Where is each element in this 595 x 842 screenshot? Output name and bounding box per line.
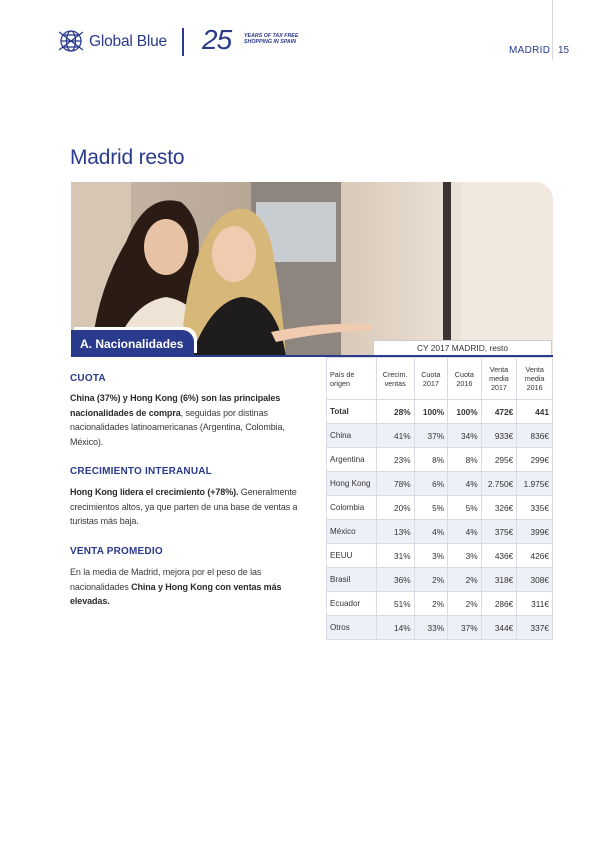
value-cell: 5% (414, 496, 448, 520)
anniversary-number: 25 (202, 24, 232, 55)
crecimiento-heading: CRECIMIENTO INTERANUAL (70, 466, 212, 477)
country-cell: Colombia (327, 496, 377, 520)
value-cell: 399€ (517, 520, 553, 544)
country-cell: Otros (327, 616, 377, 640)
table-row (327, 568, 553, 592)
value-cell: 311€ (517, 592, 553, 616)
value-cell: 441 (517, 400, 553, 424)
cuota-bold-text: China (37%) y Hong Kong (6%) son las principales nacionalidades de compra (70, 393, 281, 418)
value-cell: 308€ (517, 568, 553, 592)
column-header: Venta media 2017 (481, 358, 517, 400)
value-cell: 100% (414, 400, 448, 424)
venta-paragraph (70, 565, 310, 609)
value-cell: 2% (414, 592, 448, 616)
value-cell: 37% (414, 424, 448, 448)
nationalities-table (326, 357, 553, 640)
crecimiento-bold-text: Hong Kong lidera el crecimiento (+78%). (70, 487, 239, 497)
table-row (327, 448, 553, 472)
crecimiento-text: Generalmente crecimientos altos, ya que parten de una base de ventas a turistas más baja. (70, 487, 298, 526)
value-cell: 836€ (517, 424, 553, 448)
country-cell: Hong Kong (327, 472, 377, 496)
value-cell: 3% (448, 544, 482, 568)
table-row-total (327, 400, 553, 424)
header-section-label: MADRID (509, 45, 551, 56)
table-row (327, 592, 553, 616)
column-header: Crecim. ventas (376, 358, 414, 400)
value-cell: 326€ (481, 496, 517, 520)
value-cell: 436€ (481, 544, 517, 568)
page-number: 15 (558, 45, 570, 56)
value-cell: 426€ (517, 544, 553, 568)
value-cell: 2% (414, 568, 448, 592)
country-cell: México (327, 520, 377, 544)
table-row (327, 424, 553, 448)
value-cell: 14% (376, 616, 414, 640)
value-cell: 33% (414, 616, 448, 640)
venta-bold-text: China y Hong Kong con ventas más elevadas. (70, 581, 282, 606)
value-cell: 5% (448, 496, 482, 520)
column-header: Venta media 2016 (517, 358, 553, 400)
table-row (327, 520, 553, 544)
value-cell: 299€ (517, 448, 553, 472)
table-caption: CY 2017 MADRID, resto (373, 340, 552, 355)
value-cell: 31% (376, 544, 414, 568)
table-row (327, 544, 553, 568)
value-cell: 335€ (517, 496, 553, 520)
table-header-row (327, 358, 553, 400)
cuota-text: , seguidas por distinas nacionalidades latinoamericanas (Argentina, Colombia, México). (70, 407, 285, 447)
logo-separator (182, 28, 184, 56)
value-cell: 13% (376, 520, 414, 544)
value-cell: 375€ (481, 520, 517, 544)
value-cell: 933€ (481, 424, 517, 448)
value-cell: 20% (376, 496, 414, 520)
value-cell: 2% (448, 592, 482, 616)
value-cell: 286€ (481, 592, 517, 616)
venta-heading: VENTA PROMEDIO (70, 546, 163, 557)
value-cell: 2.750€ (481, 472, 517, 496)
value-cell: 3% (414, 544, 448, 568)
value-cell: 4% (448, 472, 482, 496)
value-cell: 2% (448, 568, 482, 592)
country-cell: Ecuador (327, 592, 377, 616)
anniversary-text: YEARS OF TAX FREE SHOPPING IN SPAIN (244, 33, 299, 46)
value-cell: 78% (376, 472, 414, 496)
value-cell: 472€ (481, 400, 517, 424)
global-blue-logo (56, 28, 86, 54)
country-cell: Total (327, 400, 377, 424)
page-title: Madrid resto (70, 146, 185, 169)
cuota-paragraph (70, 391, 310, 449)
header-divider-line (552, 0, 553, 60)
venta-text: En la media de Madrid, mejora por el peso de las nacionalidades (70, 567, 262, 592)
value-cell: 318€ (481, 568, 517, 592)
value-cell: 41% (376, 424, 414, 448)
value-cell: 8% (414, 448, 448, 472)
value-cell: 337€ (517, 616, 553, 640)
table-row (327, 616, 553, 640)
value-cell: 344€ (481, 616, 517, 640)
section-tab-nacionalidades: A. Nacionalidades (71, 330, 194, 356)
crecimiento-paragraph (70, 485, 310, 529)
value-cell: 6% (414, 472, 448, 496)
value-cell: 28% (376, 400, 414, 424)
value-cell: 1.975€ (517, 472, 553, 496)
table-row (327, 496, 553, 520)
column-header: Cuota 2016 (448, 358, 482, 400)
country-cell: Argentina (327, 448, 377, 472)
country-cell: China (327, 424, 377, 448)
value-cell: 8% (448, 448, 482, 472)
column-header: Cuota 2017 (414, 358, 448, 400)
globe-icon (56, 28, 86, 54)
column-header: País de origen (327, 358, 377, 400)
country-cell: EEUU (327, 544, 377, 568)
cuota-heading: CUOTA (70, 373, 106, 384)
value-cell: 4% (414, 520, 448, 544)
table-row (327, 472, 553, 496)
brand-name: Global Blue (89, 33, 167, 50)
value-cell: 100% (448, 400, 482, 424)
value-cell: 23% (376, 448, 414, 472)
value-cell: 51% (376, 592, 414, 616)
value-cell: 37% (448, 616, 482, 640)
country-cell: Brasil (327, 568, 377, 592)
value-cell: 34% (448, 424, 482, 448)
value-cell: 295€ (481, 448, 517, 472)
value-cell: 36% (376, 568, 414, 592)
value-cell: 4% (448, 520, 482, 544)
